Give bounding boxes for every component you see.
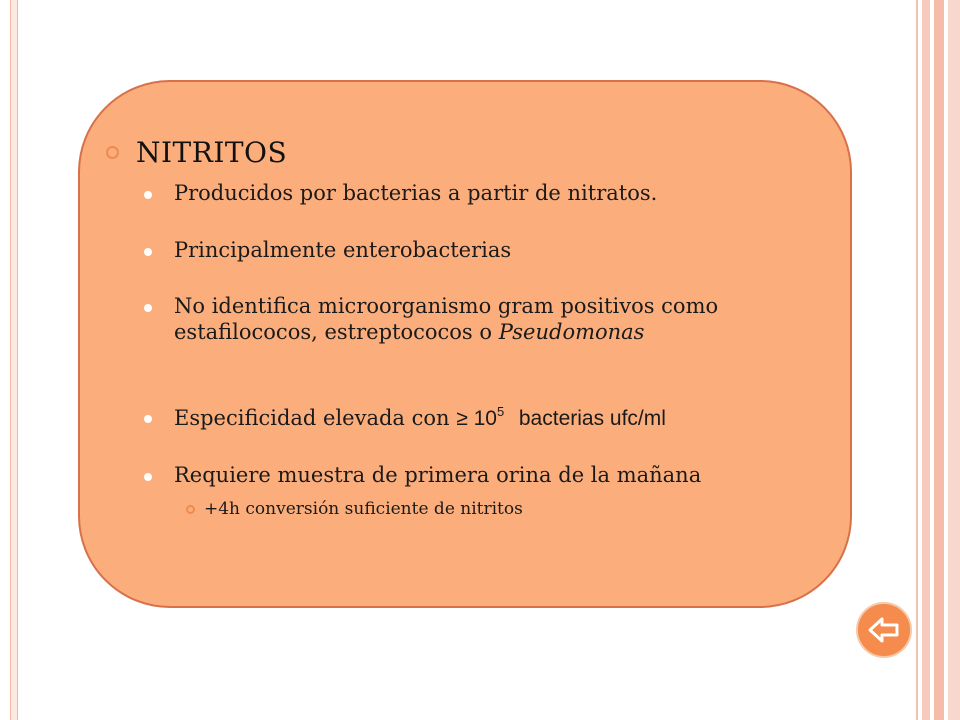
right-decor-stripes — [916, 0, 960, 720]
ring-bullet-icon — [106, 146, 119, 159]
spec-unit: bacterias ufc/ml — [518, 407, 666, 430]
back-button[interactable] — [856, 602, 912, 658]
list-item — [134, 462, 864, 488]
bullet-dot-icon — [144, 191, 152, 199]
slide-title: NITRITOS — [136, 136, 288, 169]
bullet-text: Especificidad elevada con — [174, 406, 450, 430]
list-item — [134, 404, 864, 432]
bullet-dot-icon — [144, 304, 152, 312]
list-item — [134, 237, 864, 263]
sub-ring-bullet-icon — [186, 505, 195, 514]
bullet-text: Requiere muestra de primera orina de la mañana — [174, 463, 702, 487]
bullet-dot-icon — [144, 415, 152, 423]
left-decor-stripe — [10, 0, 18, 720]
sub-bullet — [186, 499, 523, 519]
back-arrow-icon — [867, 615, 901, 645]
spec-exponent: 5 — [496, 404, 505, 419]
title-row — [106, 136, 287, 169]
list-item — [134, 293, 864, 346]
sub-bullet-text: +4h conversión suficiente de nitritos — [204, 499, 523, 519]
bullet-text: Producidos por bacterias a partir de nitratos. — [174, 181, 658, 205]
bullet-text: No identifica microorganismo gram positivos como estafilococos, estreptococos o — [174, 294, 719, 345]
spec-value: ≥ 10 — [456, 407, 497, 430]
bullet-dot-icon — [144, 248, 152, 256]
bullet-dot-icon — [144, 473, 152, 481]
list-item — [134, 180, 864, 206]
bullet-italic-text: Pseudomonas — [498, 320, 645, 345]
bullet-text: Principalmente enterobacterias — [174, 238, 512, 262]
